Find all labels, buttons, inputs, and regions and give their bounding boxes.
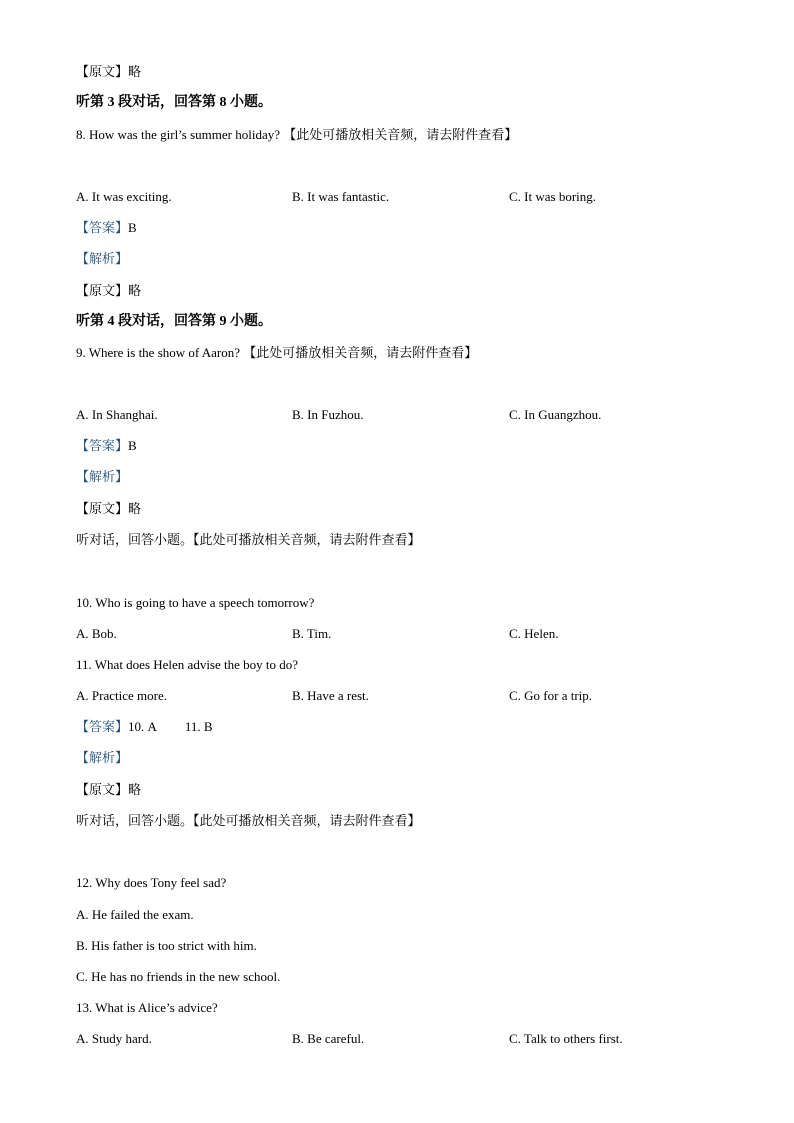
answer-8 — [76, 219, 137, 237]
option-13a: A. Study hard. — [76, 1031, 152, 1046]
option-9a: A. In Shanghai. — [76, 407, 158, 422]
analysis-9: 【解析】 — [76, 469, 129, 484]
option-12a: A. He failed the exam. — [76, 907, 194, 922]
original-9: 【原文】略 — [76, 501, 142, 516]
original-8: 【原文】略 — [76, 283, 142, 298]
section-heading-4: 听第 4 段对话，回答第 9 小题。 — [76, 314, 272, 329]
question-10: 10. Who is going to have a speech tomorrow? — [76, 595, 315, 610]
question-11: 11. What does Helen advise the boy to do? — [76, 657, 299, 672]
question-9: 9. Where is the show of Aaron? 【此处可播放相关音频，请去附件查看】 — [76, 345, 478, 360]
section-heading-5: 听对话，回答小题。【此处可播放相关音频，请去附件查看】 — [76, 532, 421, 547]
option-11b: B. Have a rest. — [292, 688, 369, 703]
answer-10-11 — [76, 718, 213, 736]
option-8c: C. It was boring. — [509, 189, 597, 204]
question-12: 12. Why does Tony feel sad? — [76, 875, 227, 890]
option-10c: C. Helen. — [509, 626, 559, 641]
option-12b: B. His father is too strict with him. — [76, 938, 257, 953]
option-10a: A. Bob. — [76, 626, 117, 641]
option-13b: B. Be careful. — [292, 1031, 365, 1046]
option-11c: C. Go for a trip. — [509, 688, 593, 703]
option-9b: B. In Fuzhou. — [292, 407, 364, 422]
option-11a: A. Practice more. — [76, 688, 167, 703]
answer-value-11: 11. B — [184, 719, 213, 734]
answer-value: B — [128, 220, 137, 235]
section-heading: 听第 3 段对话，回答第 8 小题。 — [76, 95, 272, 110]
option-8b: B. It was fantastic. — [292, 189, 390, 204]
option-10b: B. Tim. — [292, 626, 332, 641]
option-9c: C. In Guangzhou. — [509, 407, 602, 422]
option-12c: C. He has no friends in the new school. — [76, 969, 281, 984]
section-heading-6: 听对话，回答小题。【此处可播放相关音频，请去附件查看】 — [76, 813, 421, 828]
answer-value-10: 10. A — [128, 719, 157, 734]
option-13c: C. Talk to others first. — [509, 1031, 623, 1046]
analysis-8: 【解析】 — [76, 251, 129, 266]
answer-tag: 【答案】 — [76, 719, 129, 734]
question-8: 8. How was the girl’s summer holiday? 【此处可播放相关音频，请去附件查看】 — [76, 127, 518, 142]
original-10-11: 【原文】略 — [76, 782, 142, 797]
answer-9 — [76, 437, 137, 455]
option-8a: A. It was exciting. — [76, 189, 172, 204]
analysis-10-11: 【解析】 — [76, 750, 129, 765]
question-13: 13. What is Alice’s advice? — [76, 1000, 218, 1015]
original-text-note: 【原文】略 — [76, 64, 142, 79]
answer-value: B — [128, 438, 137, 453]
answer-tag: 【答案】 — [76, 220, 129, 235]
answer-tag: 【答案】 — [76, 438, 129, 453]
